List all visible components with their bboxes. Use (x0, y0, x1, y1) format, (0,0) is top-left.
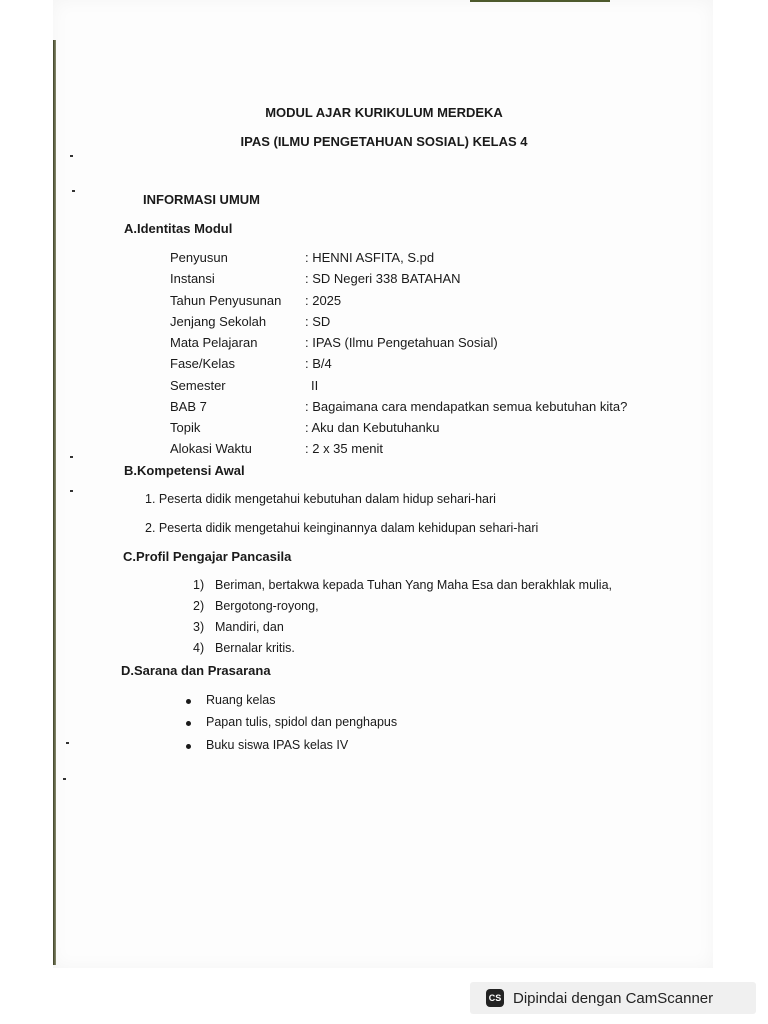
bullet-icon (186, 721, 191, 726)
profile-text: Bergotong-royong, (215, 599, 319, 613)
identity-label: Mata Pelajaran (170, 335, 258, 350)
profile-number: 2) (193, 599, 205, 613)
identity-label: Topik (170, 420, 201, 435)
facility-text: Buku siswa IPAS kelas IV (206, 738, 349, 752)
competency-item: 1. Peserta didik mengetahui kebutuhan dalam hidup sehari-hari (145, 492, 496, 506)
identity-label: Alokasi Waktu (170, 441, 252, 456)
profile-text: Beriman, bertakwa kepada Tuhan Yang Maha Esa dan berakhlak mulia, (215, 578, 613, 592)
camscanner-watermark (470, 982, 756, 1014)
identity-label: Jenjang Sekolah (170, 314, 267, 329)
identity-value: : HENNI ASFITA, S.pd (305, 250, 435, 265)
competency-item: 2. Peserta didik mengetahui keinginannya dalam kehidupan sehari-hari (145, 521, 539, 535)
info-heading: INFORMASI UMUM (143, 192, 260, 207)
section-title: Profil Pengajar Pancasila (136, 549, 292, 564)
section-letter: D. (121, 663, 134, 678)
profile-text: Mandiri, dan (215, 620, 284, 634)
identity-label: Tahun Penyusunan (170, 293, 282, 308)
camscanner-logo-icon: CS (486, 989, 504, 1007)
scan-speck (63, 778, 66, 780)
section-letter: C. (123, 549, 136, 564)
scan-speck (72, 190, 75, 192)
bullet-icon (186, 744, 191, 749)
section-title: Sarana dan Prasarana (134, 663, 271, 678)
profile-number: 4) (193, 641, 205, 655)
section-title: Kompetensi Awal (137, 463, 245, 478)
profile-text: Bernalar kritis. (215, 641, 295, 655)
scan-speck (70, 490, 73, 492)
identity-label: BAB 7 (170, 399, 207, 414)
identity-value: : Bagaimana cara mendapatkan semua kebutuhan kita? (305, 399, 628, 414)
facility-text: Ruang kelas (206, 693, 276, 707)
document-subtitle: IPAS (ILMU PENGETAHUAN SOSIAL) KELAS 4 (240, 134, 528, 149)
identity-label: Instansi (170, 271, 215, 286)
identity-label: Fase/Kelas (170, 356, 236, 371)
identity-value: : SD (305, 314, 331, 329)
facility-text: Papan tulis, spidol dan penghapus (206, 715, 398, 729)
section-b-heading (124, 463, 245, 478)
page-edge-shadow (53, 40, 56, 965)
bullet-icon (186, 699, 191, 704)
identity-label: Penyusun (170, 250, 228, 265)
document-title: MODUL AJAR KURIKULUM MERDEKA (265, 105, 503, 120)
identity-value: : B/4 (305, 356, 332, 371)
scan-speck (66, 742, 69, 744)
camscanner-text: Dipindai dengan CamScanner (513, 989, 714, 1007)
section-a-heading (124, 221, 232, 236)
section-letter: A. (124, 221, 137, 236)
scan-speck (70, 456, 73, 458)
section-d-heading (121, 663, 271, 678)
identity-value: : Aku dan Kebutuhanku (305, 420, 440, 435)
identity-value: II (311, 378, 319, 393)
identity-value: : IPAS (Ilmu Pengetahuan Sosial) (305, 335, 498, 350)
scan-speck (70, 155, 73, 157)
profile-number: 3) (193, 620, 205, 634)
section-title: Identitas Modul (137, 221, 233, 236)
section-letter: B. (124, 463, 137, 478)
identity-value: : 2 x 35 menit (305, 441, 384, 456)
profile-number: 1) (193, 578, 205, 592)
identity-label: Semester (170, 378, 226, 393)
identity-value: : SD Negeri 338 BATAHAN (305, 271, 461, 286)
page-top-mark (470, 0, 610, 2)
section-c-heading (123, 549, 291, 564)
identity-value: : 2025 (305, 293, 342, 308)
